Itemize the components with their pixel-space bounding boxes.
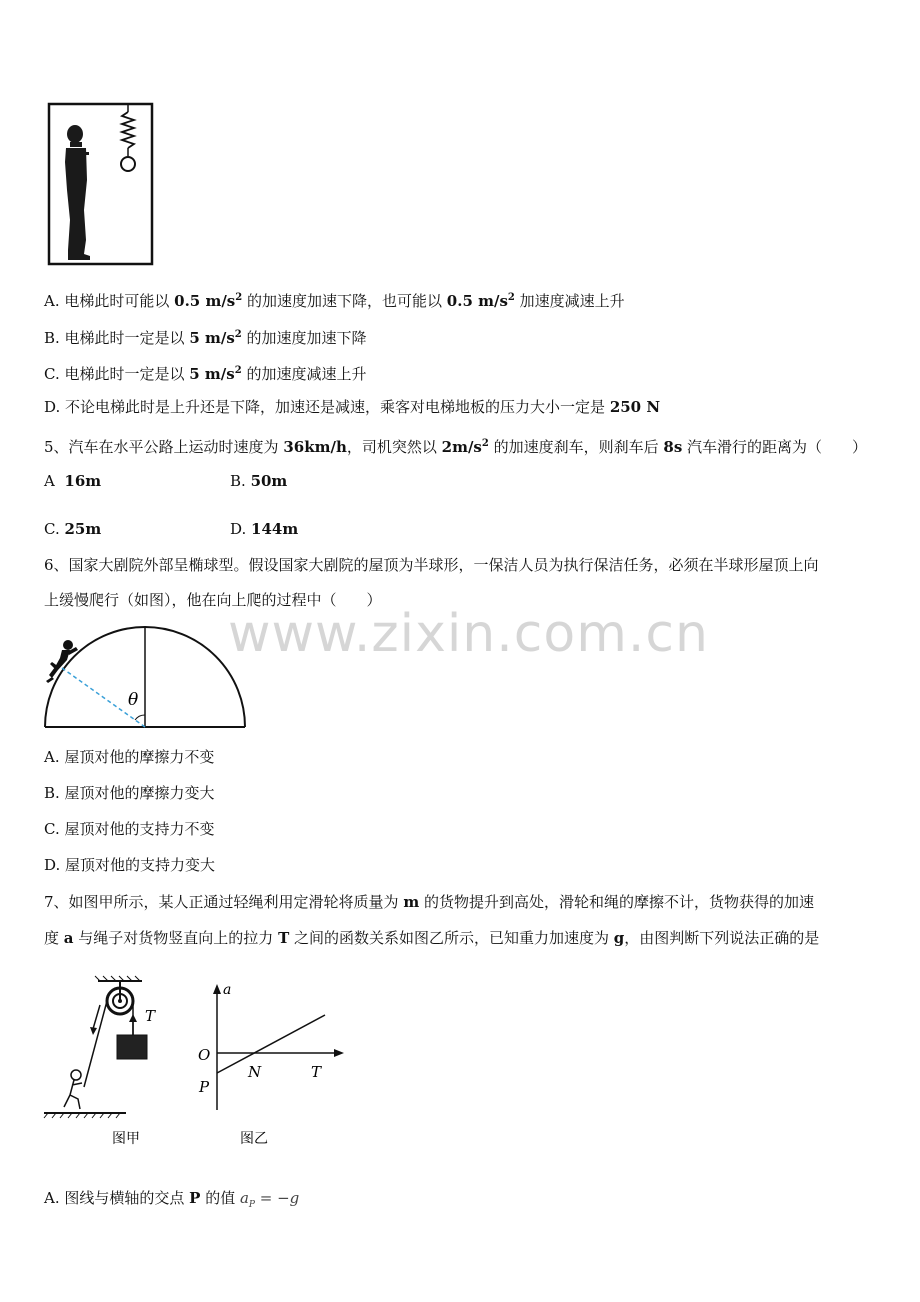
q4-option-b: B. 电梯此时一定是以 5 $m/s^2$ 的加速度加速下降 xyxy=(44,329,367,347)
T-axis-label: T xyxy=(311,1063,322,1081)
q5-option-c: C. 25m xyxy=(44,520,102,538)
T-axis xyxy=(217,1049,344,1057)
tension-label: T xyxy=(145,1007,156,1025)
q4-option-a: A. 电梯此时可能以 0.5 $m/s^2$ 的加速度加速下降，也可能以 0.5 $m/s^2$ 加速度减速上升 xyxy=(44,292,625,310)
q4-option-c: C. 电梯此时一定是以 5 $m/s^2$ 的加速度减速上升 xyxy=(44,365,367,383)
q4-option-d: D. 不论电梯此时是上升还是下降，加速还是减速，乘客对电梯地板的压力大小一定是 250 N xyxy=(44,398,661,416)
q6-option-b: B. 屋顶对他的摩擦力变大 xyxy=(44,784,215,802)
dome-figure xyxy=(40,620,250,732)
q6-stem-line2: 上缓慢爬行（如图），他在向上爬的过程中（ ） xyxy=(44,591,382,609)
caption-jia: 图甲 xyxy=(112,1131,140,1147)
arrow-up-icon xyxy=(129,1014,137,1035)
q5-option-a: A 16m xyxy=(44,472,102,490)
a-axis-label: a xyxy=(223,982,232,998)
N-label: N xyxy=(248,1063,262,1081)
spring-scale xyxy=(121,104,135,171)
origin-label: O xyxy=(198,1046,211,1064)
elevator-figure xyxy=(46,100,156,268)
caption-yi: 图乙 xyxy=(240,1131,268,1147)
rope-left xyxy=(84,1001,107,1087)
q6-stem-line1: 6、国家大剧院外部呈椭球型。假设国家大剧院的屋顶为半球形，一保洁人员为执行保洁任务，必须在半球形屋顶上向 xyxy=(44,556,819,574)
q7-stem-line2: 度 a 与绳子对货物竖直向上的拉力 T 之间的函数关系如图乙所示，已知重力加速度为 g，由图判断下列说法正确的是 xyxy=(44,929,820,947)
watermark: www.zixin.com.cn xyxy=(228,604,709,664)
q5-option-b: B. 50m xyxy=(230,472,288,490)
q7-option-a: A. 图线与横轴的交点 P 的值 $a_P = -g$ xyxy=(44,1189,300,1210)
q5-stem: 5、汽车在水平公路上运动时速度为 36km/h，司机突然以 $2m/s^2$ 的加速度刹车，则刹车后 8s 汽车滑行的距离为（ ） xyxy=(44,438,868,456)
graph-line xyxy=(217,1015,325,1073)
q6-option-a: A. 屋顶对他的摩擦力不变 xyxy=(44,748,215,766)
aT-graph xyxy=(190,980,350,1150)
q6-option-d: D. 屋顶对他的支持力变大 xyxy=(44,856,216,874)
cargo-box xyxy=(117,1035,147,1059)
q5-option-d: D. 144m xyxy=(230,520,299,538)
q6-option-c: C. 屋顶对他的支持力不变 xyxy=(44,820,215,838)
pulley-figure xyxy=(40,975,170,1150)
a-axis xyxy=(213,984,221,1110)
passenger xyxy=(65,125,90,260)
P-label: P xyxy=(199,1078,210,1096)
q7-stem-line1: 7、如图甲所示，某人正通过轻绳利用定滑轮将质量为 m 的货物提升到高处，滑轮和绳的摩擦不计，货物获得的加速 xyxy=(44,893,814,911)
pulling-person xyxy=(64,1070,82,1109)
theta-label: θ xyxy=(128,690,139,710)
theta-arc xyxy=(135,715,145,720)
